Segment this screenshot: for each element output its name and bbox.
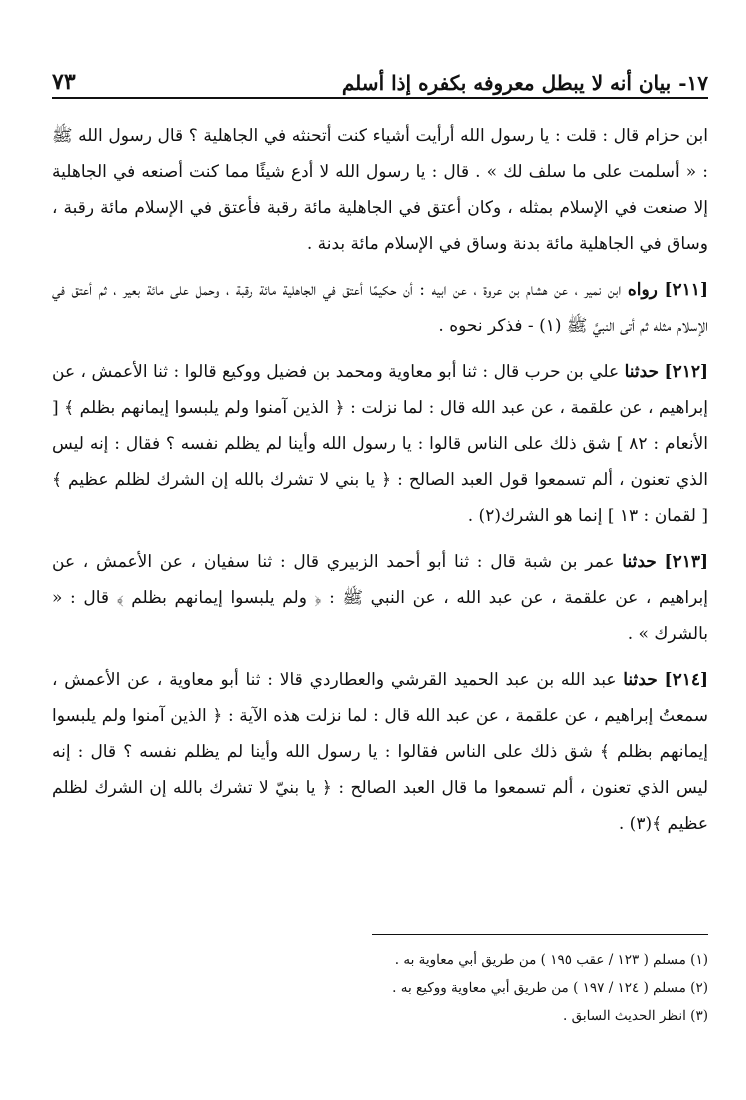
header-rule [52,97,708,99]
hadith-211 [52,272,708,344]
footnotes [52,946,708,1030]
paragraph-text: عبد الله بن عبد الحميد القرشي والعطاردي قالا : ثنا أبو معاوية ، عن الأعمش ، سمعتُ إبراهيم ، عن علقمة ، عن عبد الله قال : لما نزلت هذه الآية : ﴿ الذين آمنوا ولم يلبسوا إيمانهم بظلم ﴾ شق ذلك على الناس فقالوا : يا رسول الله وأينا لم يظلم نفسه ؟ قال : إنه ليس الذي تعنون ، ألم تسمعوا ما قال العبد الصالح : ﴿ يا بنيّ لا تشرك بالله إن الشرك لظلم عظيم ﴾(٣) . [52,670,708,834]
paragraph-text: ابن نمير ، عن هشام بن عروة ، عن ابيه : أن حكيمًا أعتق في الجاهلية مائة رقبة ، وحمل على مائة بعير ، ثم أعتق في الإسلام مثله ثم أتى النبيَّ ﷺ (١) - فذكر نحوه . [52,280,708,336]
hadith-number: [٢١٣] [664,552,709,572]
paragraph-text: عمر بن شبة قال : ثنا أبو أحمد الزبيري قال : ثنا سفيان ، عن الأعمش ، عن إبراهيم ، عن علقمة ، عن عبد الله ، عن النبي ﷺ : ﴿ ولم يلبسوا إيمانهم بظلم ﴾ قال : « بالشرك » . [52,552,708,644]
hadith-number: [٢١٢] [664,362,709,382]
hadith-lead: حدثنا [622,552,657,572]
hadith-number: [٢١١] [664,280,708,300]
hadith-213 [52,544,708,652]
book-page [52,0,708,1100]
hadith-212 [52,354,708,534]
footnote-2: (٢) مسلم ( ١٢٤ / ١٩٧ ) من طريق أبي معاوية ووكيع به . [392,980,708,996]
footnote-rule [372,934,708,935]
page-number: ٧٣ [52,69,76,95]
paragraph-text: ابن حزام قال : قلت : يا رسول الله أرأيت أشياء كنت أتحنثه في الجاهلية ؟ قال رسول الله ﷺ : « أسلمت على ما سلف لك » . قال : يا رسول الله لا أدع شيئًا مما كنت أصنعه في الجاهلية إلا صنعت في الإسلام بمثله ، وكان أعتق في الجاهلية مائة رقبة فأعتق في الإسلام مائة رقبة ، وساق في الجاهلية مائة بدنة وساق في الإسلام مائة بدنة . [52,126,708,254]
hadith-214 [52,662,708,842]
footnote-1: (١) مسلم ( ١٢٣ / عقب ١٩٥ ) من طريق أبي معاوية به . [394,952,708,968]
hadith-lead: رواه [627,280,658,300]
chapter-title: ١٧- بيان أنه لا يبطل معروفه بكفره إذا أسلم [341,71,708,95]
hadith-number: [٢١٤] [664,670,709,690]
footnote-3: (٣) انظر الحديث السابق . [562,1008,708,1024]
paragraph-continued [52,118,708,262]
hadith-lead: حدثنا [624,362,660,382]
main-text [52,118,708,852]
hadith-lead: حدثنا [623,670,658,690]
paragraph-text: علي بن حرب قال : ثنا أبو معاوية ومحمد بن فضيل ووكيع قالوا : ثنا الأعمش ، عن إبراهيم ، عن علقمة ، عن عبد الله قال : لما نزلت : ﴿ الذين آمنوا ولم يلبسوا إيمانهم بظلم ﴾ [ الأنعام : ٨٢ ] شق ذلك على الناس قالوا : يا رسول الله وأينا لم يظلم نفسه ؟ فقال : إنه ليس الذي تعنون ، ألم تسمعوا قول العبد الصالح : ﴿ يا بني لا تشرك بالله إن الشرك لظلم عظيم ﴾ [ لقمان : ١٣ ] إنما هو الشرك(٢) . [52,362,709,526]
running-header [52,55,708,95]
